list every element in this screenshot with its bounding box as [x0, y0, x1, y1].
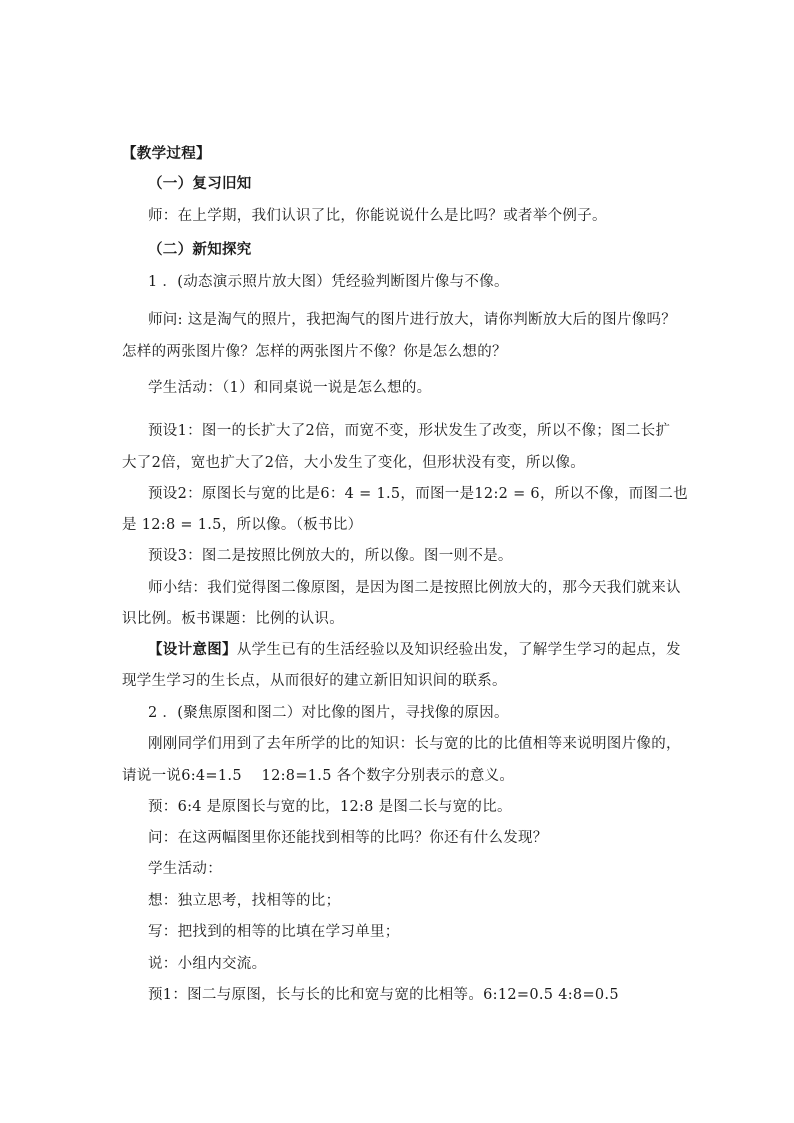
- paragraph-teacher-question-line1: 师问: 这是淘气的照片，我把淘气的图片进行放大，请你判断放大后的图片像吗？: [148, 312, 677, 328]
- paragraph-question: 问：在这两幅图里你还能找到相等的比吗？你还有什么发现？: [148, 830, 548, 846]
- paragraph-teacher-summary-line2: 识比例。板书课题：比例的认识。: [122, 611, 344, 627]
- paragraph-student-activity-2: 学生活动：: [148, 861, 222, 877]
- paragraph-design-intent-line2: 现学生学习的生长点，从而很好的建立新旧知识间的联系。: [122, 673, 507, 689]
- design-intent-text: 从学生已有的生活经验以及知识经验出发，了解学生学习的起点，发: [236, 642, 681, 658]
- heading-new-knowledge: （二）新知探究: [148, 241, 252, 258]
- paragraph-say: 说：小组内交流。: [148, 956, 267, 972]
- paragraph-think: 想：独立思考，找相等的比；: [148, 893, 341, 909]
- paragraph-design-intent-line1: [148, 640, 681, 660]
- paragraph-step-1: 1 ．(动态演示照片放大图）凭经验判断图片像与不像。: [148, 274, 509, 290]
- paragraph-preset-1-line1: 预设1：图一的长扩大了2倍，而宽不变，形状发生了改变，所以不像；图二长扩: [148, 423, 671, 439]
- paragraph-preset-3: 预设3：图二是按照比例放大的，所以像。图一则不是。: [148, 548, 513, 564]
- paragraph-preset-2-line1: 预设2：原图长与宽的比是6：4 = 1.5，而图一是12:2 = 6，所以不像，而图二也: [148, 486, 688, 502]
- paragraph-teacher-intro: 师：在上学期，我们认识了比，你能说说什么是比吗？或者举个例子。: [148, 208, 607, 224]
- paragraph-preset-2-line2: 是 12:8 = 1.5，所以像。（板书比）: [122, 517, 363, 533]
- paragraph-teacher-summary-line1: 师小结：我们觉得图二像原图，是因为图二是按照比例放大的，那今天我们就来认: [148, 580, 681, 596]
- design-intent-label: 【设计意图】: [148, 641, 237, 658]
- paragraph-step-2: 2 ．(聚焦原图和图二）对比像的图片，寻找像的原因。: [148, 705, 509, 721]
- paragraph-write: 写：把找到的相等的比填在学习单里；: [148, 924, 400, 940]
- paragraph-ratio-review-line1: 刚刚同学们用到了去年所学的比的知识：长与宽的比的比值相等来说明图片像的，: [148, 736, 681, 752]
- paragraph-ratio-review-line2: 请说一说6:4=1.5 12:8=1.5 各个数字分别表示的意义。: [122, 768, 515, 784]
- heading-review: （一）复习旧知: [148, 175, 252, 192]
- paragraph-preset-ratio: 预：6:4 是原图长与宽的比，12:8 是图二长与宽的比。: [148, 799, 512, 815]
- paragraph-teacher-question-line2: 怎样的两张图片像？怎样的两张图片不像？你是怎么想的？: [122, 344, 507, 360]
- paragraph-preset-answer-1: 预1：图二与原图，长与长的比和宽与宽的比相等。6:12=0.5 4:8=0.5: [148, 987, 619, 1003]
- paragraph-student-activity: 学生活动：（1）和同桌说一说是怎么想的。: [148, 380, 432, 396]
- section-title: 【教学过程】: [122, 145, 211, 162]
- paragraph-preset-1-line2: 大了2倍，宽也扩大了2倍，大小发生了变化，但形状没有变，所以像。: [122, 455, 586, 471]
